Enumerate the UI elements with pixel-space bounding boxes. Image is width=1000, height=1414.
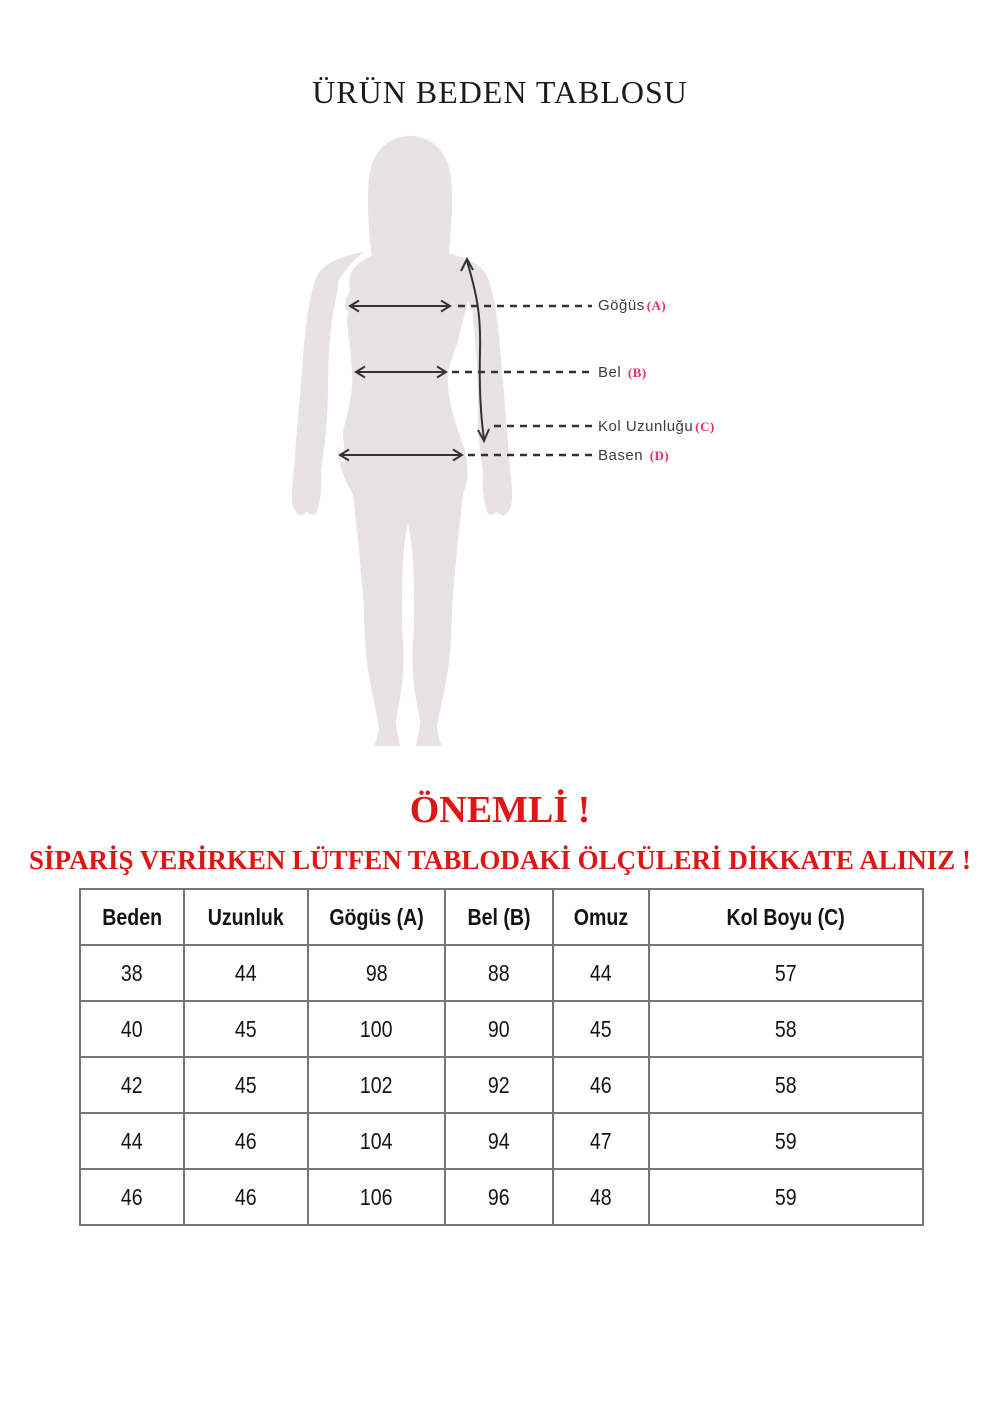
important-message: SİPARİŞ VERİRKEN LÜTFEN TABLODAKİ ÖLÇÜLERİ DİKKATE ALINIZ ! xyxy=(29,845,971,875)
table-row xyxy=(80,1113,923,1169)
label-hip xyxy=(598,447,669,464)
cell-kol-boyu: 58 xyxy=(649,1057,923,1113)
cell-kol-boyu: 59 xyxy=(649,1169,923,1225)
cell-uzunluk: 44 xyxy=(184,945,308,1001)
cell-omuz: 48 xyxy=(553,1169,649,1225)
label-hip-text: Basen xyxy=(598,447,644,464)
label-chest-text: Göğüs xyxy=(598,297,645,314)
cell-beden: 40 xyxy=(80,1001,184,1057)
cell-bel: 90 xyxy=(445,1001,553,1057)
cell-bel: 94 xyxy=(445,1113,553,1169)
cell-gogus: 100 xyxy=(308,1001,445,1057)
label-waist xyxy=(598,364,647,381)
size-table xyxy=(79,888,924,1226)
cell-omuz: 45 xyxy=(553,1001,649,1057)
cell-gogus: 106 xyxy=(308,1169,445,1225)
cell-uzunluk: 46 xyxy=(184,1169,308,1225)
header-gogus: Gögüs (A) xyxy=(308,889,445,945)
cell-gogus: 102 xyxy=(308,1057,445,1113)
cell-bel: 88 xyxy=(445,945,553,1001)
size-table-header-row xyxy=(80,889,923,945)
cell-beden: 38 xyxy=(80,945,184,1001)
page-title: ÜRÜN BEDEN TABLOSU xyxy=(312,74,688,110)
cell-beden: 44 xyxy=(80,1113,184,1169)
table-row xyxy=(80,1001,923,1057)
cell-uzunluk: 46 xyxy=(184,1113,308,1169)
table-row xyxy=(80,1057,923,1113)
important-heading: ÖNEMLİ ! xyxy=(409,789,591,831)
header-bel: Bel (B) xyxy=(445,889,553,945)
cell-beden: 42 xyxy=(80,1057,184,1113)
cell-gogus: 98 xyxy=(308,945,445,1001)
cell-gogus: 104 xyxy=(308,1113,445,1169)
cell-uzunluk: 45 xyxy=(184,1001,308,1057)
cell-kol-boyu: 58 xyxy=(649,1001,923,1057)
cell-bel: 96 xyxy=(445,1169,553,1225)
body-silhouette xyxy=(292,136,512,746)
header-omuz: Omuz xyxy=(553,889,649,945)
label-arm-length-key: (C) xyxy=(695,419,715,434)
table-row xyxy=(80,1169,923,1225)
table-row xyxy=(80,945,923,1001)
label-arm-length xyxy=(598,418,715,435)
header-beden: Beden xyxy=(80,889,184,945)
label-arm-length-text: Kol Uzunluğu xyxy=(598,418,694,435)
cell-kol-boyu: 59 xyxy=(649,1113,923,1169)
cell-omuz: 47 xyxy=(553,1113,649,1169)
cell-omuz: 44 xyxy=(553,945,649,1001)
cell-omuz: 46 xyxy=(553,1057,649,1113)
body-measurement-diagram xyxy=(280,130,700,755)
cell-bel: 92 xyxy=(445,1057,553,1113)
label-chest-key: (A) xyxy=(646,298,667,313)
cell-uzunluk: 45 xyxy=(184,1057,308,1113)
label-chest xyxy=(598,297,666,314)
cell-kol-boyu: 57 xyxy=(649,945,923,1001)
cell-beden: 46 xyxy=(80,1169,184,1225)
label-waist-text: Bel xyxy=(598,364,622,381)
header-kol-boyu: Kol Boyu (C) xyxy=(649,889,923,945)
header-uzunluk: Uzunluk xyxy=(184,889,308,945)
label-hip-key: (D) xyxy=(649,448,670,463)
label-waist-key: (B) xyxy=(627,365,647,380)
